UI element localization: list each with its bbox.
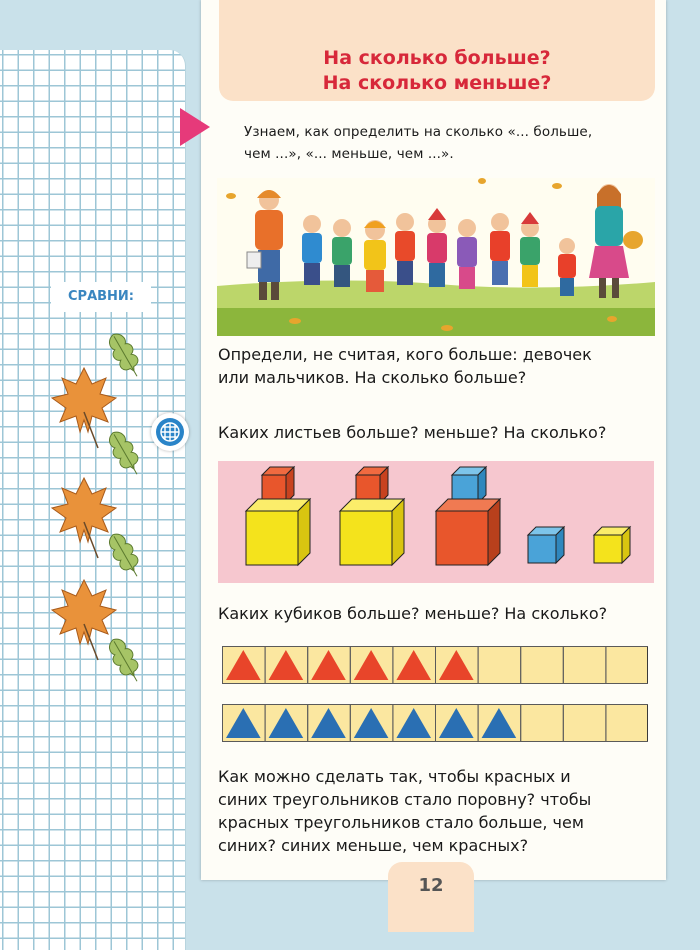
- question-1-line-1: Определи, не считая, кого больше: девочек: [218, 345, 592, 364]
- oak-leaf-icon: [104, 329, 146, 381]
- oak-leaf-icon: [104, 634, 146, 686]
- question-4-line-4: синих? синих меньше, чем красных?: [218, 836, 529, 855]
- question-4-line-3: красных треугольников стало больше, чем: [218, 813, 584, 832]
- question-4-line-2: синих треугольников стало поровну? чтобы: [218, 790, 592, 809]
- cubes-illustration: [218, 461, 654, 583]
- cube-stack-1: [246, 467, 310, 565]
- cube-stack-3: [436, 467, 500, 565]
- intro-line-1: Узнаем, как определить на сколько «... больше,: [244, 124, 593, 140]
- question-1-line-2: или мальчиков. На сколько больше?: [218, 368, 527, 387]
- title-box: [219, 0, 655, 101]
- title-line-2: На сколько меньше?: [322, 72, 552, 94]
- small-yellow-cube: [594, 527, 630, 563]
- cube-stack-2: [340, 467, 404, 565]
- blue-triangles-row: [222, 704, 648, 742]
- cubes-panel: [218, 461, 654, 583]
- intro-line-2: чем ...», «... меньше, чем ...».: [244, 146, 454, 162]
- red-triangles-row: [222, 646, 648, 684]
- maple-leaf-icon: [52, 478, 116, 558]
- globe-icon: [151, 413, 189, 451]
- compare-label: СРАВНИ:: [51, 282, 151, 312]
- question-2: Каких листьев больше? меньше? На сколько?: [218, 423, 607, 442]
- maple-leaf-icon: [52, 368, 116, 448]
- section-marker-icon: [180, 108, 210, 146]
- leaves-illustration: [48, 322, 158, 687]
- page-number: 12: [388, 862, 474, 932]
- question-3: Каких кубиков больше? меньше? На сколько?: [218, 604, 608, 623]
- maple-leaf-icon: [52, 580, 116, 660]
- title-line-1: На сколько больше?: [323, 47, 551, 69]
- small-blue-cube: [528, 527, 564, 563]
- oak-leaf-icon: [104, 427, 146, 479]
- question-4-line-1: Как можно сделать так, чтобы красных и: [218, 767, 571, 786]
- globe-button[interactable]: [151, 413, 189, 451]
- children-walking-illustration: [217, 178, 655, 336]
- oak-leaf-icon: [104, 529, 146, 581]
